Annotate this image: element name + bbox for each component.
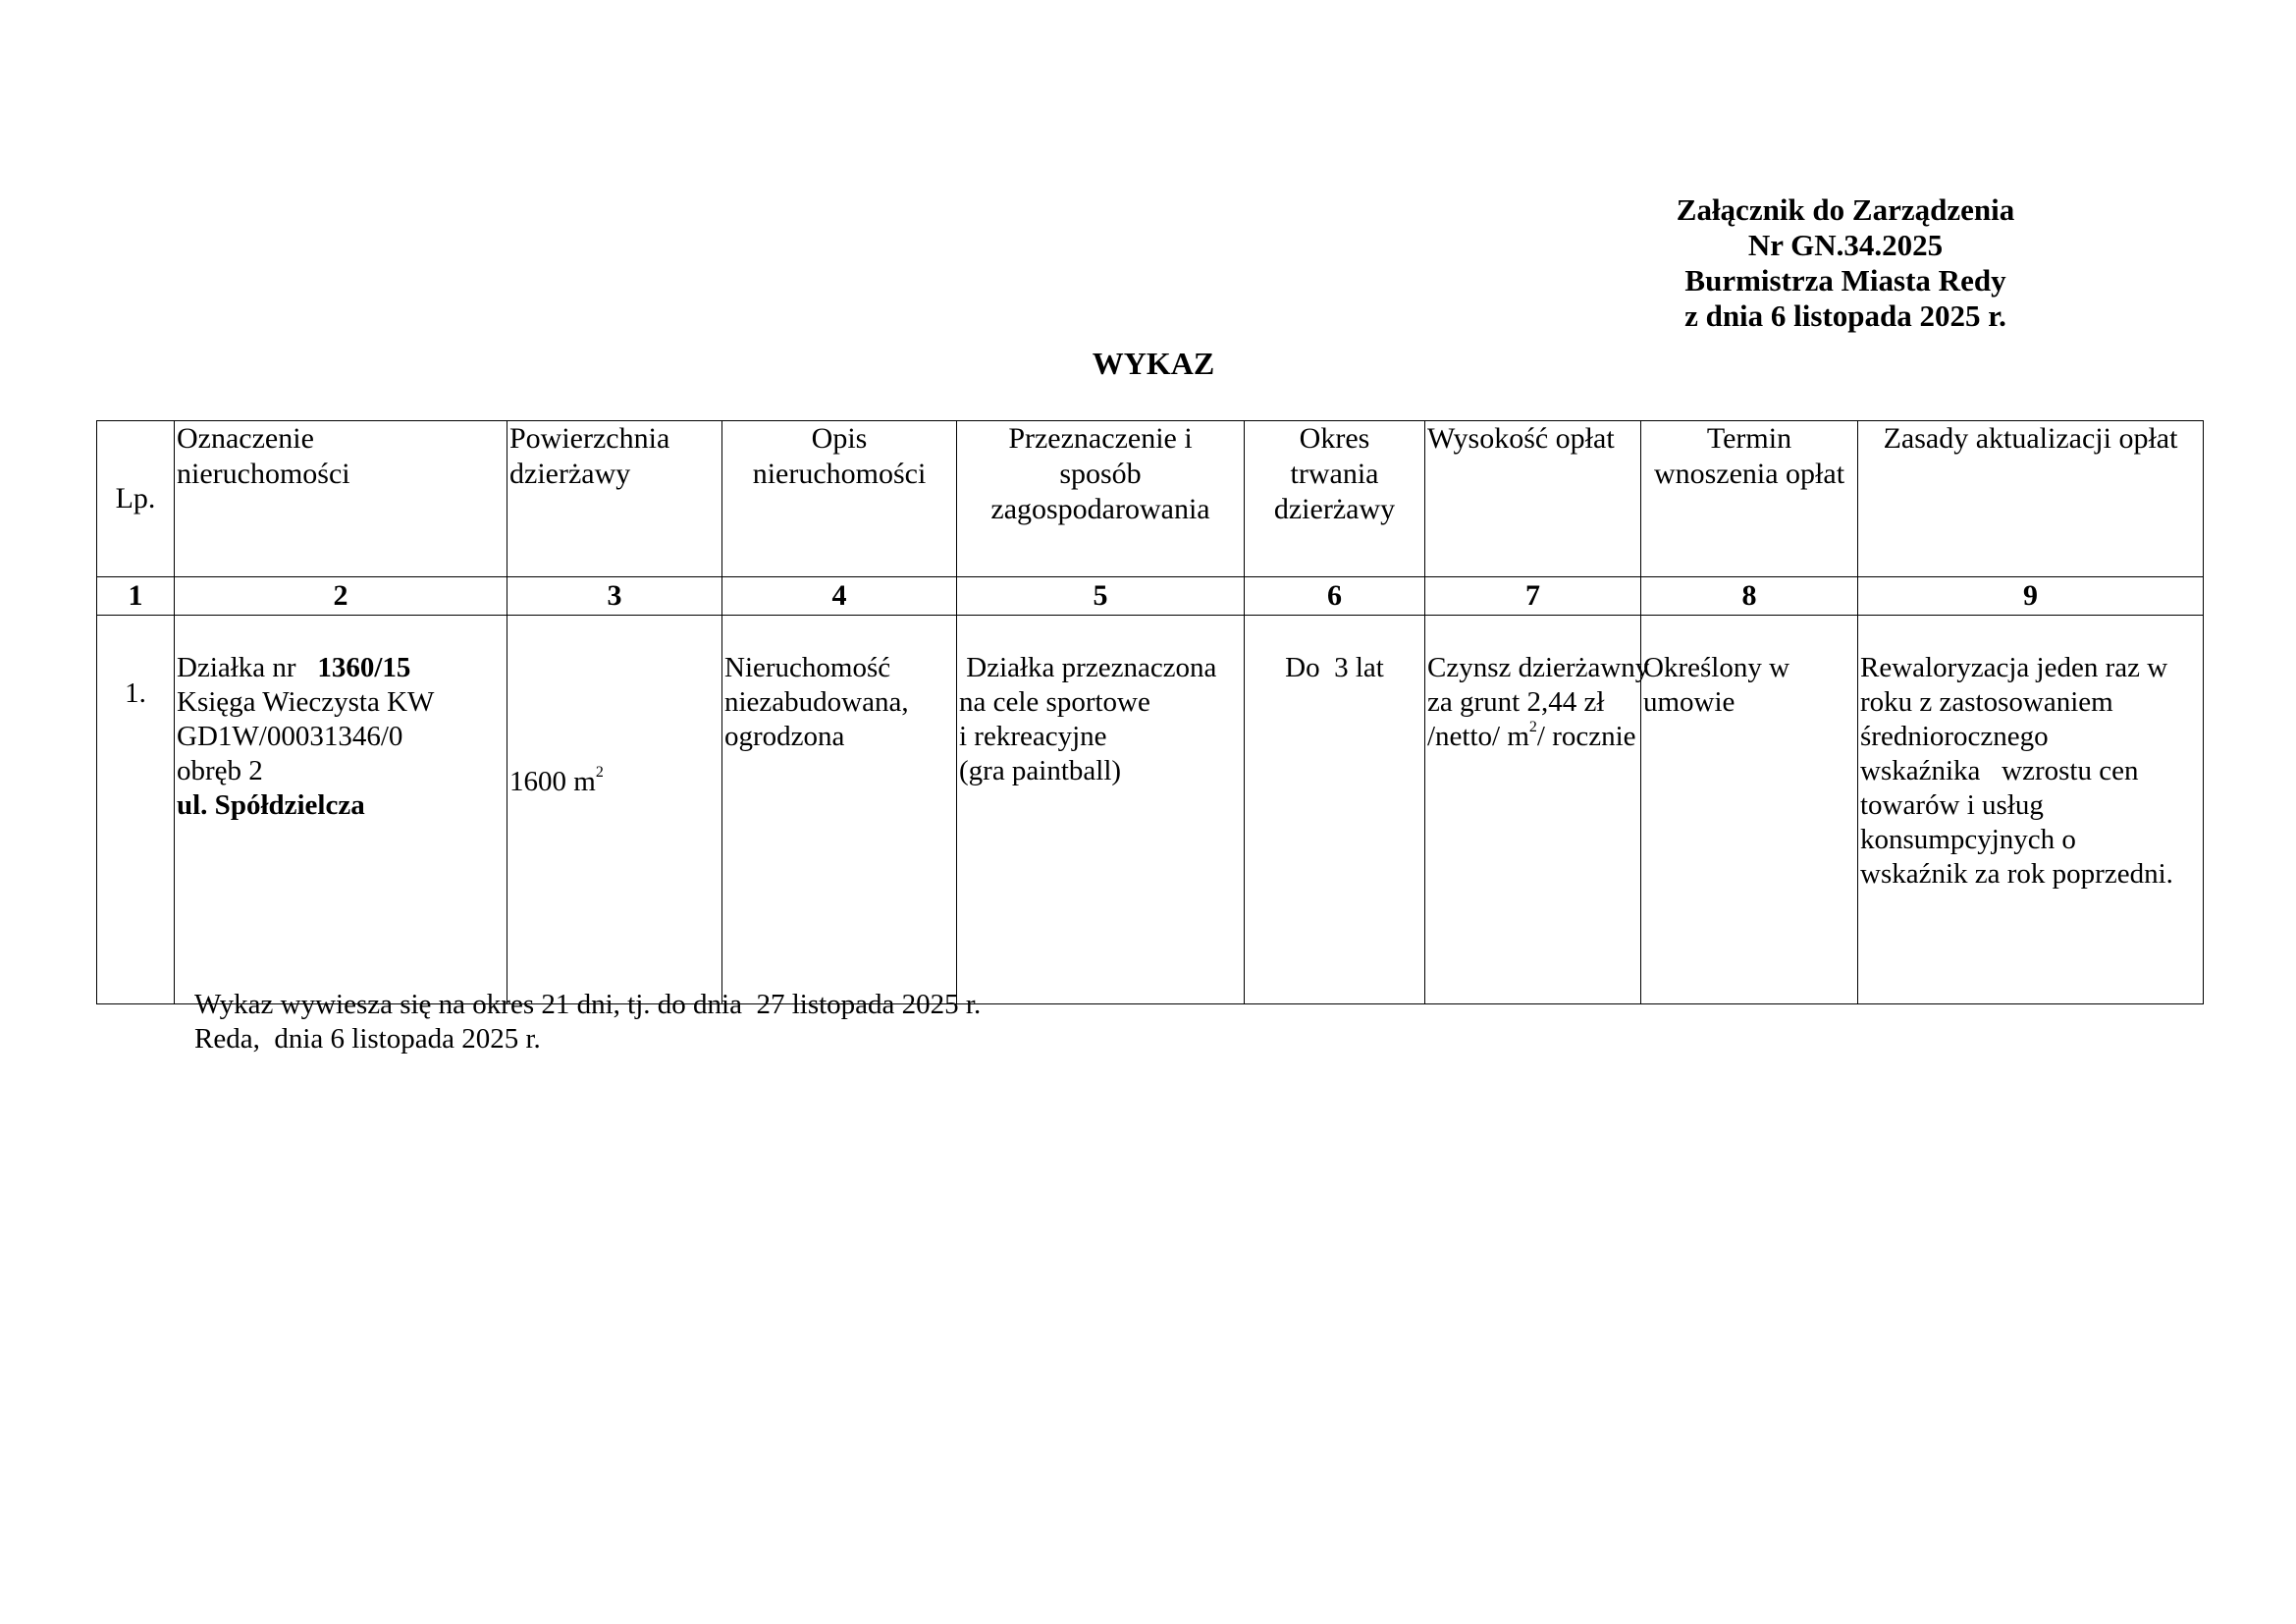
column-number: 7 (1425, 577, 1641, 616)
street: ul. Spółdzielcza (177, 789, 365, 821)
annex-header (1629, 192, 2061, 334)
col-header-lp: Lp. (97, 421, 175, 577)
column-number: 5 (957, 577, 1245, 616)
column-number: 8 (1641, 577, 1858, 616)
column-number: 2 (175, 577, 507, 616)
cell-description: Nieruchomość niezabudowana, ogrodzona (722, 616, 957, 1004)
cell-payment-term: Określony w umowie (1641, 616, 1858, 1004)
precinct: obręb 2 (177, 755, 263, 786)
column-number: 1 (97, 577, 175, 616)
land-register-number: GD1W/00031346/0 (177, 721, 403, 752)
column-number: 3 (507, 577, 722, 616)
col-header-description: Opis nieruchomości (722, 421, 957, 577)
cell-fee: Czynsz dzierżawny za grunt 2,44 zł /netto/ $m^2/$ rocznie (1425, 616, 1641, 1004)
land-register-label: Księga Wieczysta KW (177, 686, 435, 718)
cell-area: 1600 $m^2$ (507, 616, 722, 1004)
column-number: 6 (1245, 577, 1425, 616)
plot-number: 1360/15 (317, 652, 411, 683)
plot-prefix: Działka nr (177, 652, 296, 683)
col-header-designation: Oznaczenie nieruchomości (175, 421, 507, 577)
cell-duration: Do 3 lat (1245, 616, 1425, 1004)
col-header-purpose: Przeznaczenie i sposób zagospodarowania (957, 421, 1245, 577)
col-header-area: Powierzchnia dzierżawy (507, 421, 722, 577)
table-row (97, 616, 2204, 1004)
annex-line: Nr GN.34.2025 (1747, 228, 1944, 262)
place-date-note: Reda, dnia 6 listopada 2025 r. (194, 1023, 541, 1055)
cell-designation (175, 616, 507, 1004)
cell-lp: 1. (97, 616, 175, 1004)
annex-line: Załącznik do Zarządzenia (1676, 192, 2015, 227)
column-number: 4 (722, 577, 957, 616)
posting-period-note: Wykaz wywiesza się na okres 21 dni, tj. do dnia 27 listopada 2025 r. (194, 989, 982, 1020)
document-title: WYKAZ (1092, 346, 1215, 381)
col-header-payment-term: Termin wnoszenia opłat (1641, 421, 1858, 577)
annex-line: z dnia 6 listopada 2025 r. (1684, 298, 2006, 333)
column-number: 9 (1858, 577, 2204, 616)
cell-update-rules: Rewaloryzacja jeden raz w roku z zastosowaniem średniorocznego wskaźnika wzrostu cen towarów i usług konsumpcyjnych o wskaźnik za rok poprzedni. (1858, 616, 2204, 1004)
footer-notes (194, 988, 981, 1056)
col-header-fee: Wysokość opłat (1425, 421, 1641, 577)
lease-table (96, 420, 2204, 1004)
col-header-duration: Okres trwania dzierżawy (1245, 421, 1425, 577)
annex-line: Burmistrza Miasta Redy (1684, 263, 2006, 298)
column-number-row (97, 577, 2204, 616)
table-header-row (97, 421, 2204, 577)
cell-purpose: Działka przeznaczona na cele sportowe i rekreacyjne (gra paintball) (957, 616, 1245, 1004)
col-header-update-rules: Zasady aktualizacji opłat (1858, 421, 2204, 577)
